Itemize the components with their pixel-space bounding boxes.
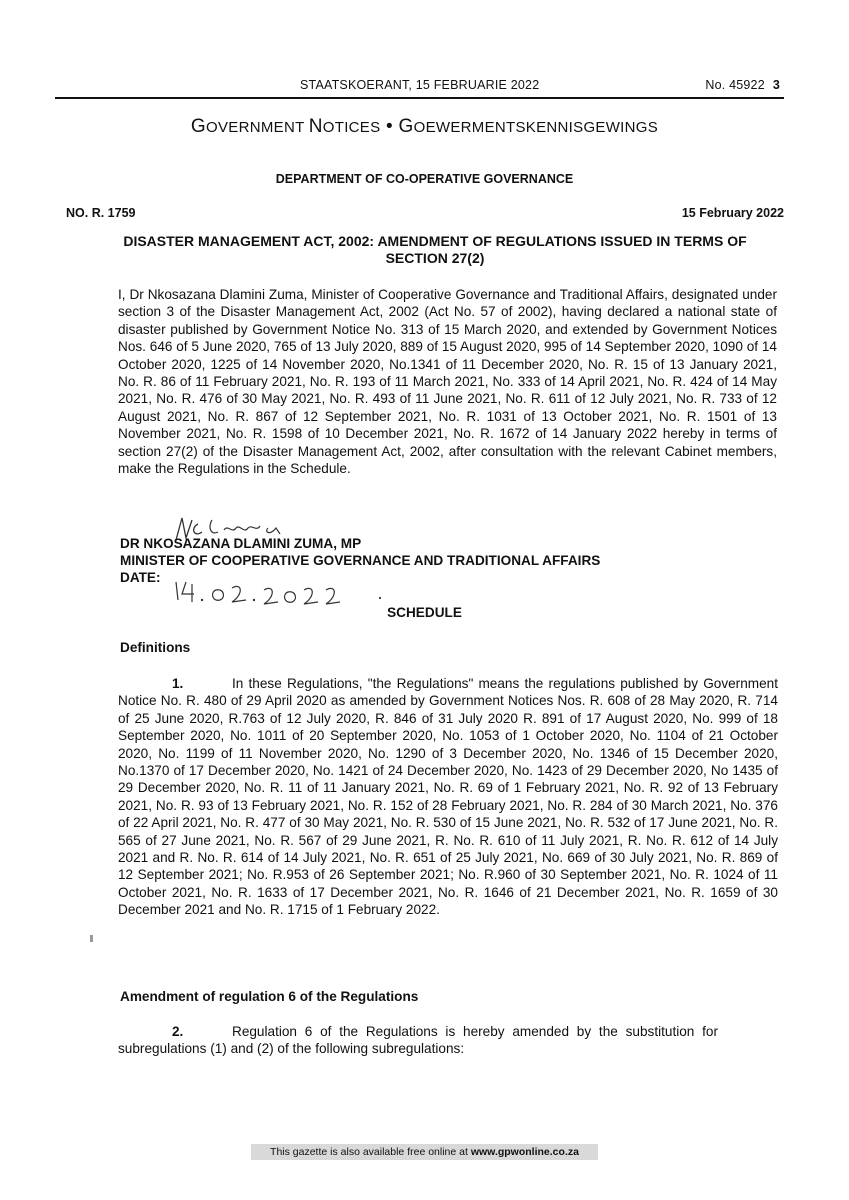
amendment-text: Regulation 6 of the Regulations is hereby amended by the substitution for subregulations (1) and (2) of the following subregulations: [118, 1024, 718, 1057]
gazette-issue: No. 45922 [705, 78, 765, 92]
paragraph-number: 2. [172, 1024, 184, 1039]
handwritten-date-image [172, 574, 392, 608]
gazette-number [705, 78, 780, 92]
amendment-heading: Amendment of regulation 6 of the Regulations [120, 989, 419, 1004]
footer-link[interactable]: www.gpwonline.co.za [470, 1146, 579, 1158]
header-rule [55, 97, 784, 99]
definitions-text: In these Regulations, "the Regulations" means the regulations published by Government Notice No. R. 480 of 29 April 2020 as amended by Government Notices Nos. R. 608 of 28 May 2020, R. 714 of 25 June 2020, R.763 of 12 July 2020, R. 846 of 31 July 2020 R. 891 of 17 August 2020, No. 999 of 18 September 2020, No. 1011 of 20 September 2020, No. 1053 of 1 October 2020, No. 1104 of 21 October 2020, No. 1199 of 11 November 2020, No. 1290 of 3 December 2020, No. 1346 of 15 December 2020, No.1370 of 17 December 2020, No. 1421 of 24 December 2020, No. 1423 of 29 December 2020, No 1435 of 29 December 2020, No. R. 11 of 11 January 2021, No. R. 69 of 1 February 2021, No. R. 92 of 13 February 2021, No. R. 93 of 13 February 2021, No. R. 152 of 28 February 2021, No. R. 284 of 30 March 2021, No. 376 of 22 April 2021, No. R. 477 of 30 May 2021, No. R. 530 of 15 June 2021, No. R. 532 of 17 June 2021, No. R. 565 of 27 June 2021, No. R. 567 of 29 June 2021, R. No. R. 610 of 11 July 2021, R. No. R. 612 of 14 July 2021 and R. No. R. 614 of 14 July 2021, No. R. 651 of 25 July 2021, No. 669 of 30 July 2021, No. R. 869 of 12 September 2021; No. R.953 of 26 September 2021; No. R.960 of 30 September 2021, No. R. 1024 of 11 October 2021, No. R. 1633 of 17 December 2021, No. R. 1646 of 21 December 2021, No. R. 1659 of 30 December 2021 and No. R. 1715 of 1 February 2022. [118, 676, 778, 918]
margin-mark [90, 935, 93, 942]
section-title-cap-g: G [398, 116, 414, 137]
intro-paragraph: I, Dr Nkosazana Dlamini Zuma, Minister of Cooperative Governance and Traditional Affairs, designated under section 3 of the Disaster Management Act, 2002 (Act No. 57 of 2002), having declared a national state of disaster published by Government Notice No. 313 of 15 March 2020, and extended by Government Notices Nos. 646 of 5 June 2020, 765 of 13 July 2020, 889 of 15 August 2020, 995 of 14 September 2020, 1090 of 14 October 2020, 1225 of 14 November 2020, No.1341 of 11 December 2020, No. R. 15 of 13 January 2021, No. R. 86 of 11 February 2021, No. R. 193 of 11 March 2021, No. 333 of 14 April 2021, No. R. 424 of 14 May 2021, No. R. 476 of 30 May 2021, No. R. 493 of 11 June 2021, No. R. 611 of 12 July 2021, No. R. 733 of 12 August 2021, No. R. 867 of 12 September 2021, No. R. 1031 of 13 October 2021, No. R. 1501 of 13 November 2021, No. R. 1598 of 10 December 2021, No. R. 1672 of 14 January 2022 hereby in terms of section 27(2) of the Disaster Management Act, 2002, after consultation with the relevant Cabinet members, make the Regulations in the Schedule. [118, 287, 777, 477]
notice-date: 15 February 2022 [681, 206, 784, 220]
footer-text: This gazette is also available free online at [270, 1146, 471, 1158]
section-title-part: OVERNMENT [206, 119, 309, 136]
paragraph-number: 1. [172, 676, 184, 691]
amendment-paragraph [118, 1023, 718, 1058]
section-title-part: OEWERMENTSKENNISGEWINGS [413, 119, 659, 136]
section-title [0, 116, 849, 138]
schedule-heading: SCHEDULE [387, 605, 462, 620]
act-title: DISASTER MANAGEMENT ACT, 2002: AMENDMENT OF REGULATIONS ISSUED IN TERMS OF SECTION 27(2) [123, 233, 747, 266]
minister-name: DR NKOSAZANA DLAMINI ZUMA, MP [120, 536, 362, 551]
definitions-paragraph [118, 675, 778, 919]
section-title-part: OTICES [322, 119, 381, 136]
section-title-separator: • [380, 116, 399, 137]
definitions-heading: Definitions [120, 640, 191, 655]
minister-title: MINISTER OF COOPERATIVE GOVERNANCE AND TRADITIONAL AFFAIRS [120, 553, 601, 568]
department-heading: DEPARTMENT OF CO-OPERATIVE GOVERNANCE [275, 172, 574, 186]
page-number: 3 [772, 78, 780, 92]
gazette-name: STAATSKOERANT, 15 FEBRUARIE 2022 [300, 78, 540, 92]
section-title-cap-g: G [190, 116, 207, 137]
date-label: DATE: [120, 570, 161, 585]
notice-number: NO. R. 1759 [66, 206, 136, 220]
section-title-cap-n: N [308, 116, 323, 137]
footer-banner [251, 1144, 598, 1160]
